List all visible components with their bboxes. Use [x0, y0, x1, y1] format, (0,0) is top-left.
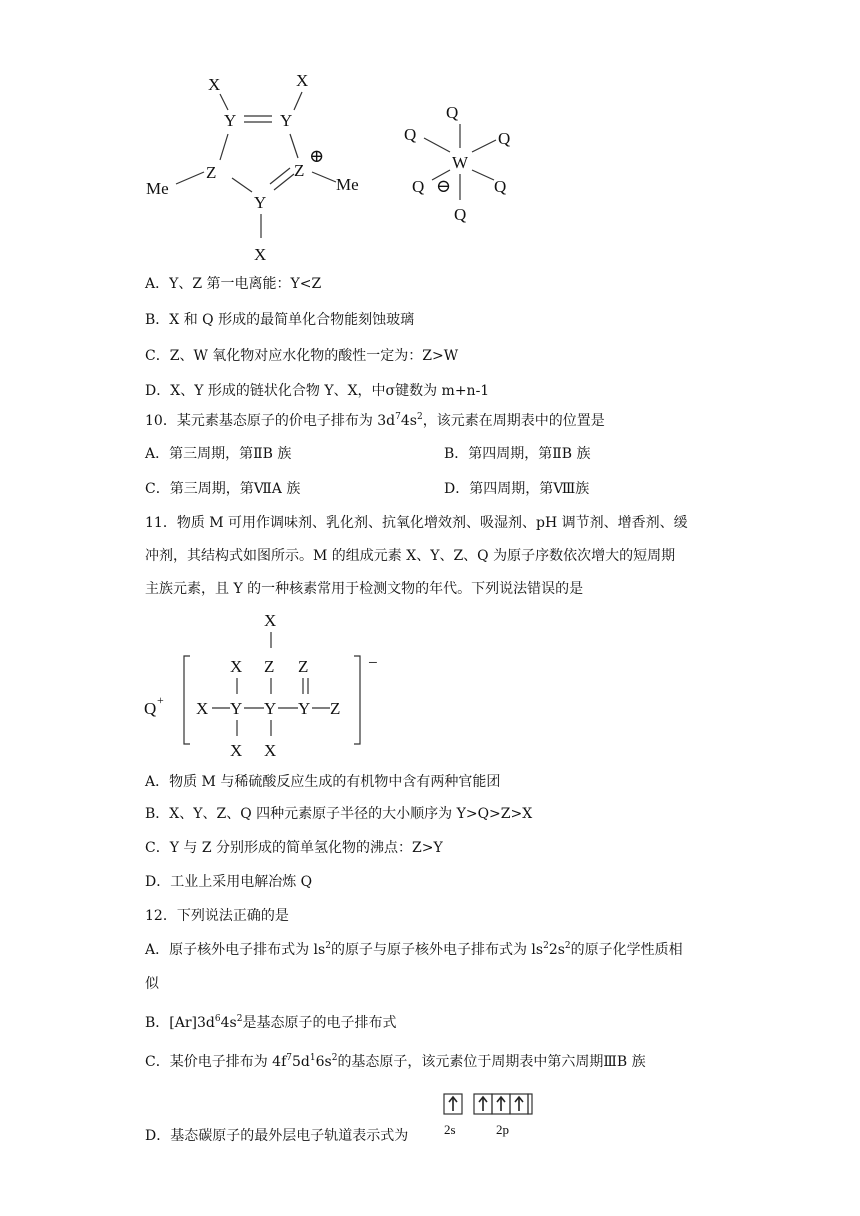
cation-q: Q	[144, 699, 157, 718]
bond-y-z-right	[290, 134, 298, 158]
orbital-label-2s: 2s	[444, 1122, 456, 1137]
q12-a-mid2: 2s	[548, 942, 565, 958]
q11-option-c: C．Y 与 Z 分别形成的简单氢化物的沸点：Z>Y	[145, 840, 443, 856]
q11-stem-line2: 冲剂，其结构式如图所示。M 的组成元素 X、Y、Z、Q 为原子序数依次增大的短周期	[145, 548, 676, 564]
q12-b-pre: B．[Ar]3d	[145, 1015, 215, 1031]
atom-q-upper-right: Q	[498, 129, 511, 148]
q12-c-mid1: 5d	[292, 1054, 310, 1070]
q11-stem-line1: 11．物质 M 可用作调味剂、乳化剂、抗氧化增效剂、吸湿剂、pH 调节剂、增香剂、缓	[145, 515, 688, 531]
q12-c-post: 的基态原子，该元素位于周期表中第六周期ⅢB 族	[337, 1054, 646, 1070]
orbital-label-2p: 2p	[496, 1122, 509, 1137]
q12-c-sup3: 2	[331, 1053, 338, 1063]
bond-me-z-left	[176, 172, 204, 184]
q9-option-a: A．Y、Z 第一电离能：Y<Z	[145, 276, 322, 292]
atom-z-left: Z	[206, 163, 217, 182]
q10-sup-7: 7	[395, 412, 401, 422]
atom-q-upper-left: Q	[404, 125, 417, 144]
bond-z-y-bottom-left	[232, 178, 252, 192]
q10-option-a: A．第三周期，第ⅡB 族	[145, 446, 292, 462]
salt-structure-figure	[140, 604, 400, 764]
bond-z-me-right	[312, 172, 336, 182]
q12-c-pre: C．某价电子排布为 4f	[145, 1054, 287, 1070]
q12-a-sup1: 2	[325, 941, 331, 951]
q10-stem-mid: 4s	[400, 413, 417, 429]
atom-q-bottom: Q	[454, 205, 467, 224]
atom-q-lower-left: Q	[412, 177, 425, 196]
negative-charge-icon: ⊖	[436, 176, 452, 196]
positive-charge-icon: ⊕	[309, 146, 325, 166]
atom-z-right: Z	[330, 699, 341, 718]
q12-a-pre: A．原子核外电子排布式为 ls	[145, 942, 326, 958]
q11-stem-line3: 主族元素，且 Y 的一种核素常用于检测文物的年代。下列说法错误的是	[145, 581, 584, 597]
atom-q-lower-right: Q	[494, 177, 507, 196]
cation-charge: +	[157, 693, 164, 707]
orbital-box-2p-4	[528, 1094, 532, 1114]
q12-a-mid: 的原子与原子核外电子排布式为 ls	[330, 942, 544, 958]
q12-c-mid2: 6s	[315, 1054, 332, 1070]
atom-y1: Y	[230, 699, 243, 718]
double-bond-z-y-a	[274, 174, 294, 190]
atom-y-bottom: Y	[254, 193, 267, 212]
bond-x-y-right	[294, 92, 302, 110]
double-bond-z-y-b	[270, 168, 290, 184]
q9-option-c: C．Z、W 氧化物对应水化物的酸性一定为：Z>W	[145, 348, 459, 364]
up-arrow-icon	[497, 1097, 505, 1111]
q12-c-sup1: 7	[286, 1053, 292, 1063]
q12-b-post: 是基态原子的电子排布式	[242, 1015, 397, 1031]
q12-b-sup2: 2	[236, 1014, 243, 1024]
right-bracket	[354, 656, 360, 744]
q12-a-sup2: 2	[543, 941, 549, 951]
wq6-anion-figure	[398, 96, 528, 226]
bond-y-z-left	[220, 134, 228, 160]
methyl-right: Me	[336, 175, 359, 194]
atom-z-upper-mid: Z	[264, 657, 275, 676]
up-arrow-icon	[479, 1097, 487, 1111]
atom-q-top: Q	[446, 103, 459, 122]
bond-w-q-lr	[472, 170, 494, 180]
atom-x-bottom: X	[254, 245, 267, 264]
up-arrow-icon	[515, 1097, 523, 1111]
q10-option-c: C．第三周期，第ⅦA 族	[145, 481, 301, 497]
orbital-diagram	[440, 1090, 550, 1144]
q12-a-post: 的原子化学性质相	[570, 942, 683, 958]
q9-option-d: D．X、Y 形成的链状化合物 Y、X，中σ键数为 m+n-1	[145, 383, 490, 399]
q12-b-mid: 4s	[220, 1015, 237, 1031]
left-bracket	[184, 656, 190, 744]
q12-option-d: D．基态碳原子的最外层电子轨道表示式为	[145, 1128, 409, 1144]
q11-option-d: D．工业上采用电解冶炼 Q	[145, 874, 313, 890]
atom-w: W	[452, 153, 469, 172]
atom-x-bottom-1: X	[230, 741, 243, 760]
methyl-left: Me	[146, 179, 169, 198]
ring-cation-figure	[140, 66, 380, 266]
q11-option-b: B．X、Y、Z、Q 四种元素原子半径的大小顺序为 Y>Q>Z>X	[145, 806, 533, 822]
bond-w-q-ul	[424, 138, 450, 152]
q10-stem-pre: 10．某元素基态原子的价电子排布为 3d	[145, 413, 396, 429]
atom-y3: Y	[298, 699, 311, 718]
q12-option-a	[145, 940, 683, 960]
atom-x-left: X	[196, 699, 209, 718]
bond-w-q-ur	[472, 140, 496, 152]
atom-y2: Y	[264, 699, 277, 718]
q10-stem	[145, 411, 605, 431]
q12-c-sup2: 1	[309, 1053, 316, 1063]
q11-option-a: A．物质 M 与稀硫酸反应生成的有机物中含有两种官能团	[145, 774, 501, 790]
atom-x-top: X	[264, 611, 277, 630]
anion-charge: −	[368, 653, 378, 672]
atom-z-upper-right: Z	[298, 657, 309, 676]
up-arrow-icon	[449, 1097, 457, 1111]
q10-option-d: D．第四周期，第Ⅷ族	[444, 481, 590, 497]
q12-stem: 12．下列说法正确的是	[145, 908, 289, 924]
atom-z-right: Z	[294, 161, 305, 180]
q10-stem-post: ，该元素在周期表中的位置是	[422, 413, 605, 429]
q12-a-sup3: 2	[564, 941, 571, 951]
q10-option-b: B．第四周期，第ⅡB 族	[444, 446, 591, 462]
atom-x-bottom-2: X	[264, 741, 277, 760]
q12-option-c	[145, 1052, 646, 1072]
q9-option-b: B．X 和 Q 形成的最简单化合物能刻蚀玻璃	[145, 312, 415, 328]
atom-x-top-right: X	[296, 71, 309, 90]
q12-option-b	[145, 1013, 396, 1033]
atom-x-upper: X	[230, 657, 243, 676]
atom-y-top-left: Y	[224, 111, 237, 130]
atom-x-top-left: X	[208, 75, 221, 94]
q10-sup-2: 2	[416, 412, 423, 422]
q12-option-a-cont: 似	[145, 976, 159, 992]
atom-y-top-right: Y	[280, 111, 293, 130]
bond-x-y-left	[220, 94, 228, 110]
q12-b-sup1: 6	[214, 1014, 221, 1024]
